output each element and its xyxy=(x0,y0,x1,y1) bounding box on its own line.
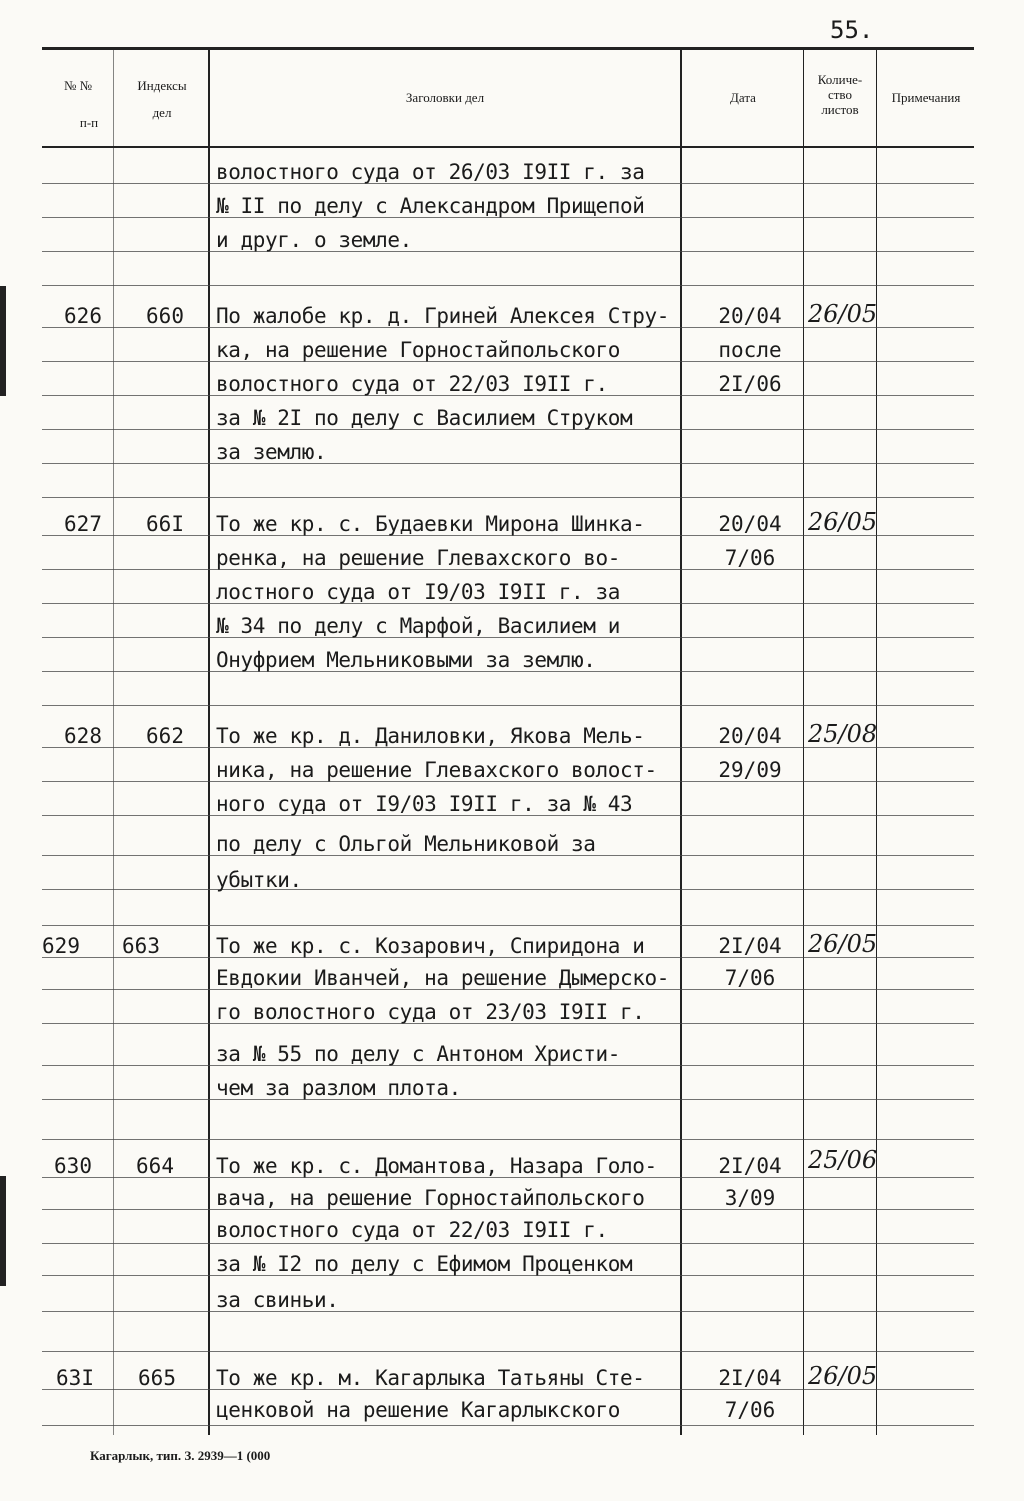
header-index xyxy=(116,78,208,120)
entry-title-line: за землю. xyxy=(216,440,327,464)
entry-sheets: 26/05 xyxy=(808,508,878,536)
entry-title-line: волостного суда от 22/03 I9II г. xyxy=(216,1218,608,1242)
entry-number: 629 xyxy=(42,934,80,958)
entry-date: после xyxy=(718,338,782,362)
entry-title-line: То же кр. д. Даниловки, Якова Мель- xyxy=(216,724,645,748)
entry-title-line: за свиньи. xyxy=(216,1288,339,1312)
entry-title-line: ного суда от I9/03 I9II г. за № 43 xyxy=(216,792,633,816)
entry-title-line: убытки. xyxy=(216,868,302,892)
entry-index: 66I xyxy=(146,512,184,536)
entry-number: 63I xyxy=(56,1366,94,1390)
entry-index: 662 xyxy=(146,724,184,748)
entry-sheets: 25/08 xyxy=(808,720,878,748)
ruled-line xyxy=(42,925,974,926)
top-rule xyxy=(42,47,974,50)
entry-date: 2I/04 xyxy=(718,934,782,958)
entry-title-line: лостного суда от I9/03 I9II г. за xyxy=(216,580,621,604)
ruled-line xyxy=(42,1425,974,1426)
header-sheets-2: ство xyxy=(827,87,852,102)
header-rule xyxy=(42,146,974,148)
col-divider-4 xyxy=(803,50,804,1435)
entry-title-line: вача, на решение Горностайпольского xyxy=(216,1186,645,1210)
entry-title-line: ка, на решение Горностайпольского xyxy=(216,338,621,362)
entry-index: 665 xyxy=(138,1366,176,1390)
entry-number: 626 xyxy=(64,304,102,328)
entry-title-line: То же кр. с. Будаевки Мирона Шинка- xyxy=(216,512,645,536)
header-index-sub: дел xyxy=(152,105,172,120)
entry-number: 627 xyxy=(64,512,102,536)
entry-title-line: го волостного суда от 23/03 I9II г. xyxy=(216,1000,645,1024)
entry-title-line: Евдокии Иванчей, на решение Дымерско- xyxy=(216,966,669,990)
entry-title-line: по делу с Ольгой Мельниковой за xyxy=(216,832,596,856)
ruled-line xyxy=(42,889,974,890)
ruled-line xyxy=(42,251,974,252)
ruled-line xyxy=(42,463,974,464)
printer-footer: Кагарлык, тип. З. 2939—1 (000 xyxy=(90,1448,271,1463)
entry-title-line: за № I2 по делу с Ефимом Проценком xyxy=(216,1252,633,1276)
entry-title-line: волостного суда от 22/03 I9II г. xyxy=(216,372,608,396)
header-date: Дата xyxy=(730,90,756,105)
entry-title-line: ника, на решение Глевахского волост- xyxy=(216,758,657,782)
margin-bracket xyxy=(0,1176,6,1286)
entry-title-line: № 34 по делу с Марфой, Василием и xyxy=(216,614,621,638)
entry-title-line: То же кр. с. Домантова, Назара Голо- xyxy=(216,1154,657,1178)
entry-sheets: 26/05 xyxy=(808,300,878,328)
entry-date: 7/06 xyxy=(724,1398,776,1422)
header-sheets-1: Количе- xyxy=(817,72,863,87)
entry-sheets: 25/06 xyxy=(808,1146,878,1174)
entry-title-line: ренка, на решение Глевахского во- xyxy=(216,546,621,570)
ruled-line xyxy=(42,1099,974,1100)
entry-sheets: 26/05 xyxy=(808,1362,878,1390)
entry-title-line: Онуфрием Мельниковыми за землю. xyxy=(216,648,596,672)
entry-date: 20/04 xyxy=(718,304,782,328)
entry-date: 2I/04 xyxy=(718,1154,782,1178)
header-notes: Примечания xyxy=(891,90,961,105)
page-number: 55. xyxy=(830,16,874,44)
header-num-sub: п-п xyxy=(79,115,99,130)
entry-date: 7/06 xyxy=(724,546,776,570)
entry-date: 3/09 xyxy=(724,1186,776,1210)
ruled-line xyxy=(42,1351,974,1352)
header-index-label: Индексы xyxy=(137,78,187,93)
entry-date: 20/04 xyxy=(718,512,782,536)
entry-date: 29/09 xyxy=(718,758,782,782)
header-sheets-3: листов xyxy=(821,102,859,117)
entry-date: 2I/06 xyxy=(718,372,782,396)
ruled-line xyxy=(42,1311,974,1312)
entry-title-line: за № 55 по делу с Антоном Христи- xyxy=(216,1042,621,1066)
continuation-line: и друг. о земле. xyxy=(216,228,412,252)
entry-date: 2I/04 xyxy=(718,1366,782,1390)
continuation-line: № II по делу с Александром Прищепой xyxy=(216,194,645,218)
header-num xyxy=(46,78,110,130)
continuation-line: волостного суда от 26/03 I9II г. за xyxy=(216,160,645,184)
entry-title-line: То же кр. м. Кагарлыка Татьяны Сте- xyxy=(216,1366,645,1390)
entry-number: 630 xyxy=(54,1154,92,1178)
ruled-line xyxy=(42,1139,974,1140)
entry-title-line: По жалобе кр. д. Гриней Алексея Стру- xyxy=(216,304,669,328)
header-title: Заголовки дел xyxy=(405,90,485,105)
entry-title-line: ценковой на решение Кагарлыкского xyxy=(216,1398,621,1422)
entry-title-line: То же кр. с. Козарович, Спиридона и xyxy=(216,934,645,958)
ruled-line xyxy=(42,285,974,286)
entry-index: 663 xyxy=(122,934,160,958)
entry-index: 660 xyxy=(146,304,184,328)
ruled-line xyxy=(42,1243,974,1244)
entry-index: 664 xyxy=(136,1154,174,1178)
entry-title-line: за № 2I по делу с Василием Струком xyxy=(216,406,633,430)
ruled-line xyxy=(42,705,974,706)
margin-bracket xyxy=(0,286,6,396)
header-num-label: № № xyxy=(63,78,93,93)
entry-date: 20/04 xyxy=(718,724,782,748)
col-divider-3 xyxy=(680,50,682,1435)
entry-title-line: чем за разлом плота. xyxy=(216,1076,461,1100)
entry-sheets: 26/05 xyxy=(808,930,878,958)
entry-date: 7/06 xyxy=(724,966,776,990)
ruled-line xyxy=(42,497,974,498)
entry-number: 628 xyxy=(64,724,102,748)
header-sheets xyxy=(804,72,876,117)
